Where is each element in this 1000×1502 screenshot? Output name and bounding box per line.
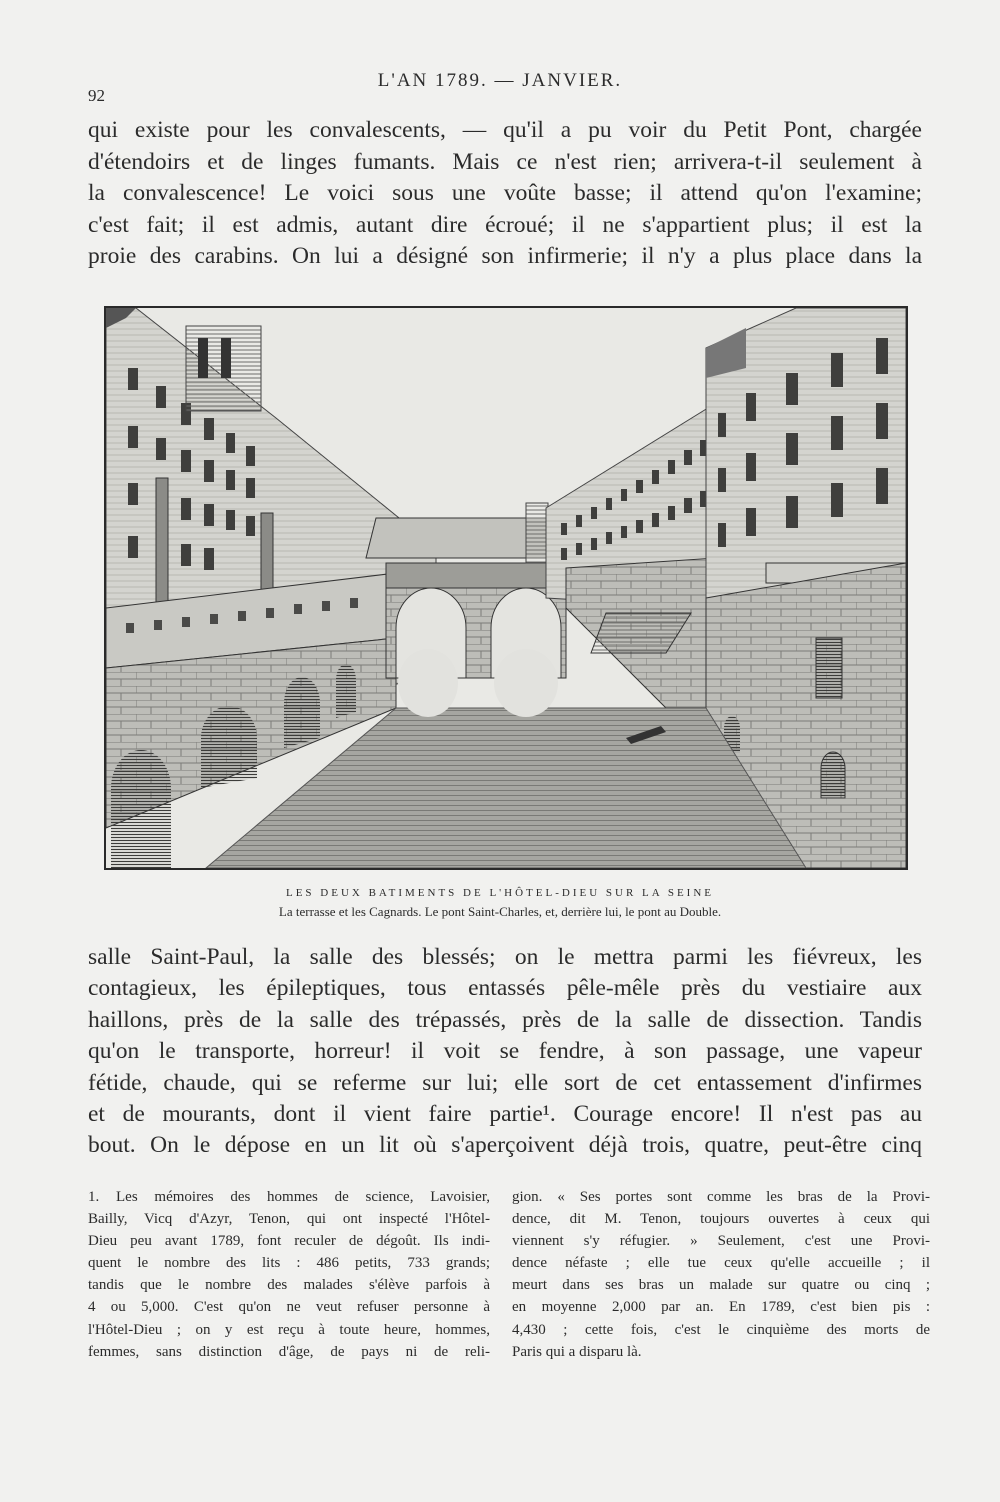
text-line: la convalescence! Le voici sous une voûte basse; il attend qu'on l'examine; <box>88 180 922 207</box>
footnote-line: tandis que le nombre des malades s'élève parfois à <box>88 1277 490 1294</box>
engraving-drawing <box>106 308 906 868</box>
footnote-line: dence néfaste ; elle tue ceux qu'elle accueille ; il <box>512 1255 930 1272</box>
footnote-line: 4,430 ; cette fois, c'est le cinquième des morts de <box>512 1321 930 1338</box>
footnote-column-left <box>88 1186 490 1363</box>
engraving-illustration <box>104 306 908 870</box>
footnote-column-right <box>512 1186 930 1363</box>
figure-caption-subtitle: La terrasse et les Cagnards. Le pont Saint-Charles, et, derrière lui, le pont au Double. <box>278 904 722 919</box>
footnote-line: Paris qui a disparu là. <box>512 1343 642 1360</box>
text-line: d'étendoirs et de linges fumants. Mais ce n'est rien; arrivera-t-il seulement à <box>88 148 922 175</box>
text-line: et de mourants, dont il vient faire partie¹. Courage encore! Il n'est pas au <box>88 1100 922 1127</box>
footnote-line: 1. Les mémoires des hommes de science, Lavoisier, <box>88 1189 490 1205</box>
text-line: contagieux, les épileptiques, tous entassés pêle-mêle près du vestiaire aux <box>88 975 922 1002</box>
text-line: bout. On le dépose en un lit où s'aperçoivent déjà trois, quatre, peut-être cinq <box>88 1132 922 1159</box>
running-title: L'AN 1789. — JANVIER. <box>377 70 623 91</box>
text-line: qu'on le transporte, horreur! il voit se fendre, à son passage, une vapeur <box>88 1038 922 1065</box>
footnote-line: viennent s'y réfugier. » Seulement, c'est une Provi- <box>512 1233 930 1250</box>
body-text-top <box>88 115 922 273</box>
footnote-line: dence, dit M. Tenon, toujours ouvertes à ceux qui <box>512 1211 930 1228</box>
text-line: salle Saint-Paul, la salle des blessés; on le mettra parmi les fiévreux, les <box>88 944 922 970</box>
text-line: c'est fait; il est admis, autant dire écroué; il ne s'appartient plus; il est la <box>88 211 922 238</box>
text-line: qui existe pour les convalescents, — qu'il a pu voir du Petit Pont, chargée <box>88 117 922 143</box>
text-line: haillons, près de la salle des trépassés, près de la salle de dissection. Tandis <box>88 1006 922 1033</box>
footnote-line: meurt dans ses bras un malade sur quatre ou cinq ; <box>512 1277 930 1294</box>
footnote-line: l'Hôtel-Dieu ; on y est reçu à toute heure, hommes, <box>88 1321 490 1338</box>
figure-caption-title: LES DEUX BATIMENTS DE L'HÔTEL-DIEU SUR LA SEINE <box>285 887 715 899</box>
page-number: 92 <box>88 86 105 105</box>
footnote-line: quent le nombre des lits : 486 petits, 733 grands; <box>88 1255 490 1272</box>
text-line: fétide, chaude, qui se referme sur lui; elle sort de cet entassement d'infirmes <box>88 1069 922 1096</box>
text-line: proie des carabins. On lui a désigné son infirmerie; il n'y a plus place dans la <box>88 243 922 270</box>
footnote-line: Dieu peu avant 1789, font reculer de dégoût. Ils indi- <box>88 1233 490 1250</box>
footnote-line: femmes, sans distinction d'âge, de pays ni de reli- <box>88 1343 490 1360</box>
body-text-bottom <box>88 942 922 1162</box>
footnote-line: en moyenne 2,000 par an. En 1789, c'est bien pis : <box>512 1299 930 1316</box>
footnote-line: Bailly, Vicq d'Azyr, Tenon, qui ont inspecté l'Hôtel- <box>88 1211 490 1228</box>
footnote-line: 4 ou 5,000. C'est qu'on ne veut refuser personne à <box>88 1299 490 1316</box>
footnote-line: gion. « Ses portes sont comme les bras de la Provi- <box>512 1189 930 1205</box>
